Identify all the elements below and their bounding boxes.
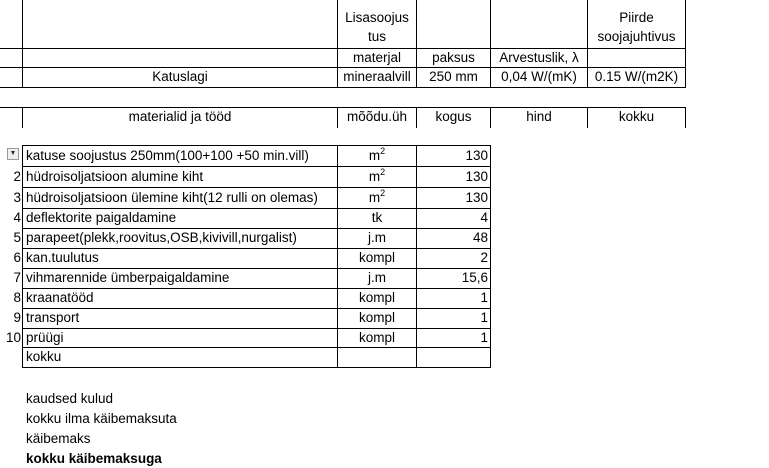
row-unit[interactable]: j.m: [368, 230, 386, 245]
row-number: 10: [5, 330, 21, 345]
katuslagi-label: Katuslagi: [152, 69, 208, 84]
header-piirde: Piirde soojajuhtivus: [597, 10, 676, 44]
row-number: 4: [13, 210, 21, 225]
header-materjal: materjal: [352, 50, 401, 65]
row-number: 6: [13, 250, 21, 265]
row-unit[interactable]: $m^2$: [368, 145, 386, 163]
row-desc[interactable]: kan.tuulutus: [26, 250, 99, 265]
row-number: 7: [13, 270, 21, 285]
summary-kokku-kaibemaksuga[interactable]: kokku käibemaksuga: [26, 451, 162, 466]
row-desc[interactable]: katuse soojustus 250mm(100+100 +50 min.vill): [26, 148, 309, 163]
row-unit[interactable]: kompl: [358, 330, 395, 345]
header-paksus: paksus: [432, 50, 475, 65]
row-unit[interactable]: kompl: [358, 310, 395, 325]
th-materials: materialid ja tööd: [128, 109, 232, 124]
row-qty[interactable]: 1: [480, 290, 488, 305]
row-desc[interactable]: parapeet(plekk,roovitus,OSB,kivivill,nurgalist): [26, 230, 297, 245]
row-desc[interactable]: deflektorite paigaldamine: [26, 210, 177, 225]
row-unit[interactable]: kompl: [358, 290, 395, 305]
row-qty[interactable]: 4: [480, 210, 488, 225]
row-number: 2: [13, 169, 21, 184]
row-qty[interactable]: 130: [465, 169, 488, 184]
row-qty[interactable]: 130: [465, 148, 488, 163]
row-unit[interactable]: $m^2$: [368, 166, 386, 184]
row-number: 8: [13, 290, 21, 305]
row-unit[interactable]: kompl: [358, 250, 395, 265]
summary-kaibemaks[interactable]: käibemaks: [26, 431, 91, 446]
header-lisasoojustus: Lisasoojus tus: [345, 10, 409, 44]
filter-dropdown-icon[interactable]: ▼: [7, 148, 19, 160]
summary-ilma-kaibemaksuta[interactable]: kokku ilma käibemaksuta: [26, 411, 177, 426]
row-qty[interactable]: 130: [465, 190, 488, 205]
katuslagi-thickness: 250 mm: [429, 69, 478, 84]
katuslagi-u-value: 0.15 W/(m2K): [594, 69, 679, 84]
row-number: 3: [13, 190, 21, 205]
row-desc[interactable]: hüdroisoljatsioon alumine kiht: [26, 169, 204, 184]
row-unit[interactable]: tk: [371, 210, 383, 225]
th-quantity: kogus: [435, 109, 472, 124]
th-unit: mõõdu.üh: [346, 109, 408, 124]
row-desc[interactable]: vihmarennide ümberpaigaldamine: [26, 270, 230, 285]
katuslagi-lambda: 0,04 W/(mK): [501, 69, 577, 84]
row-desc[interactable]: prüügi: [26, 330, 64, 345]
summary-kaudsed[interactable]: kaudsed kulud: [26, 391, 114, 406]
row-unit[interactable]: $m^2$: [368, 187, 386, 205]
row-number: 5: [13, 230, 21, 245]
katuslagi-material: mineraalvill: [343, 69, 411, 84]
row-qty[interactable]: 1: [480, 330, 488, 345]
kokku-row-label[interactable]: kokku: [26, 349, 62, 364]
header-arvestuslik: Arvestuslik, λ: [499, 50, 579, 65]
row-qty[interactable]: 1: [480, 310, 488, 325]
row-number: 9: [13, 310, 21, 325]
row-desc[interactable]: kraanatööd: [26, 290, 94, 305]
th-price: hind: [526, 109, 552, 124]
row-desc[interactable]: transport: [26, 310, 80, 325]
th-total: kokku: [618, 109, 655, 124]
row-qty[interactable]: 48: [472, 230, 488, 245]
row-qty[interactable]: 2: [480, 250, 488, 265]
row-desc[interactable]: hüdroisoljatsioon ülemine kiht(12 rulli on olemas): [26, 190, 318, 205]
row-unit[interactable]: j.m: [368, 270, 386, 285]
row-qty[interactable]: 15,6: [461, 270, 488, 285]
